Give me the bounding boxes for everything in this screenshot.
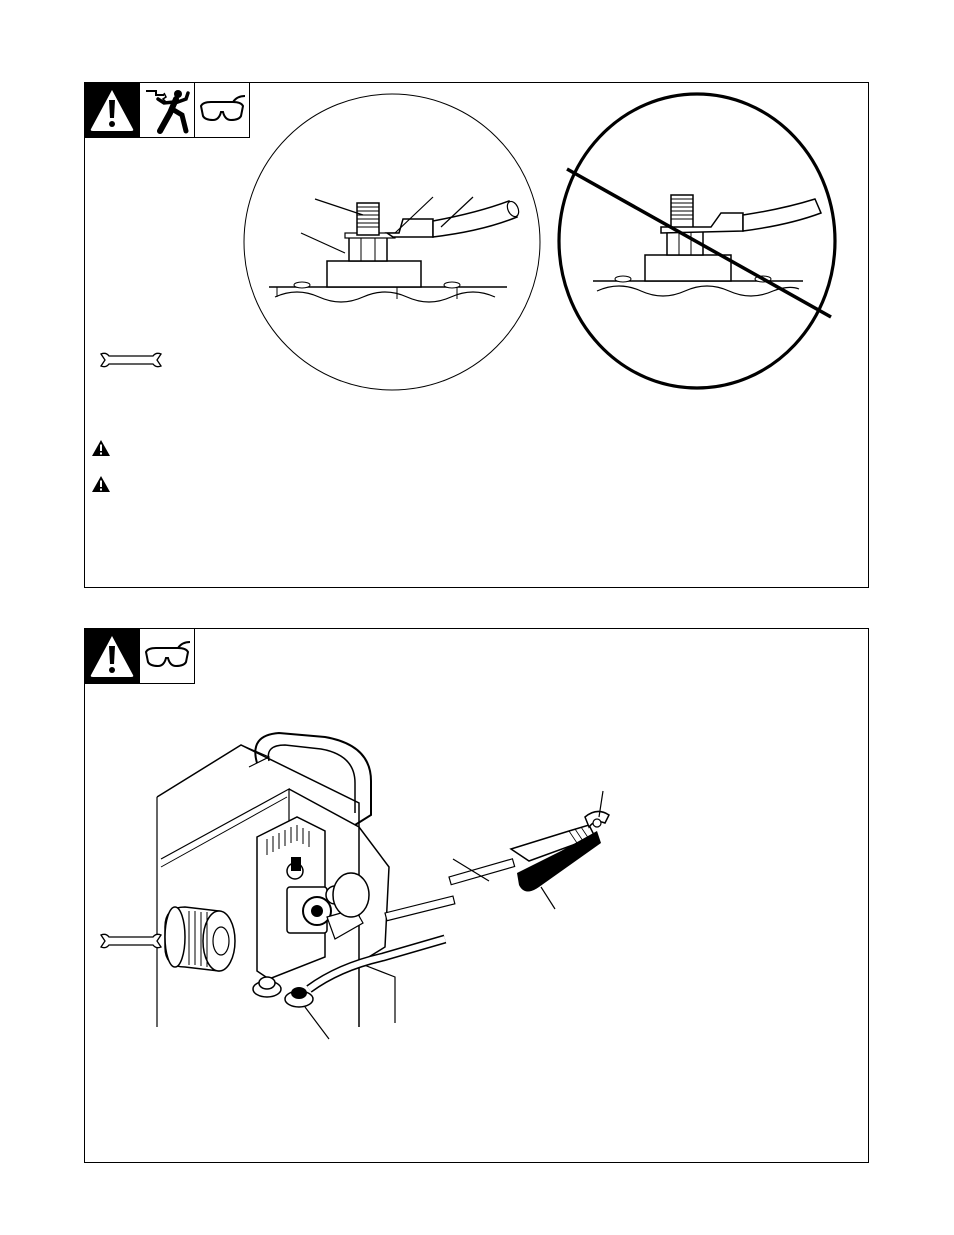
correct-connection-detail [237, 87, 547, 397]
wire-drive-assembly-illustration [149, 727, 629, 1057]
safety-icon-strip [85, 83, 250, 138]
wrench-icon [97, 351, 165, 369]
warning-icon [91, 475, 111, 493]
incorrect-connection-detail [553, 91, 843, 393]
safety-icon-strip [85, 629, 195, 684]
safety-glasses-icon [140, 629, 195, 684]
safety-panel-terminal-connection [84, 82, 869, 588]
warning-icon [85, 83, 140, 138]
electric-shock-icon [140, 83, 195, 138]
safety-panel-wire-cutting [84, 628, 869, 1163]
warning-icon [85, 629, 140, 684]
warning-icon [91, 439, 111, 457]
wrench-icon [97, 932, 165, 950]
